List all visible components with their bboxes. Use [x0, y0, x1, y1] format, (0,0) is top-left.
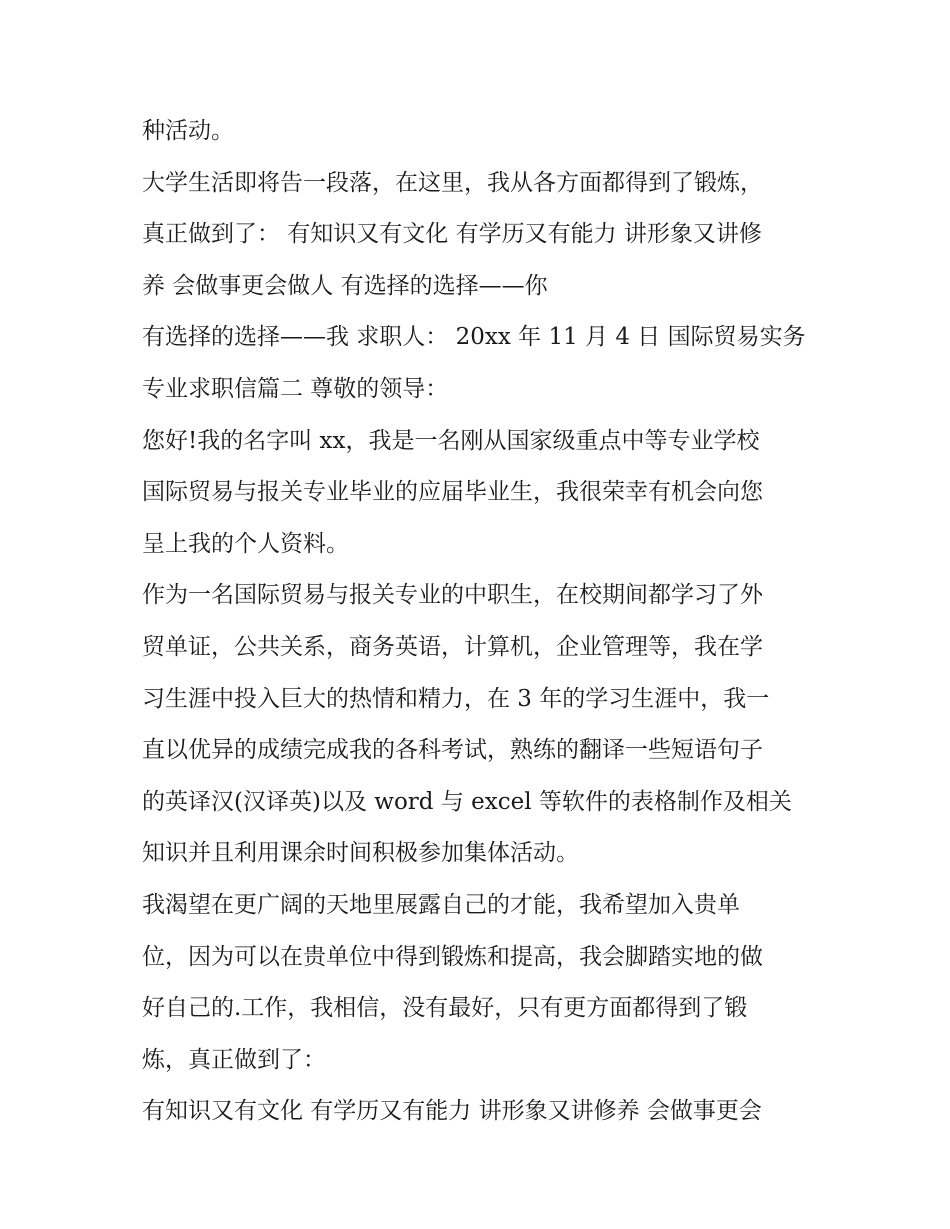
text-line: 养 会做事更会做人 有选择的选择——你: [142, 272, 548, 299]
text-line: 好自己的.工作，我相信，没有最好，只有更方面都得到了锻: [142, 995, 748, 1022]
text-line: 直以优异的成绩完成我的各科考试，熟练的翻译一些短语句子: [142, 737, 763, 764]
text-line: 您好!我的名字叫 xx，我是一名刚从国家级重点中等专业学校: [142, 427, 760, 454]
text-line: 种活动。: [142, 118, 234, 144]
text-line: 国际贸易与报关专业毕业的应届毕业生，我很荣幸有机会向您: [142, 479, 763, 506]
text-line: 贸单证，公共关系，商务英语，计算机，企业管理等，我在学: [142, 633, 763, 660]
document-body: [142, 106, 822, 1138]
text-line: 炼，真正做到了：: [142, 1046, 326, 1073]
text-line: 大学生活即将告一段落，在这里，我从各方面都得到了锻炼，: [142, 169, 763, 196]
text-line: 真正做到了： 有知识又有文化 有学历又有能力 讲形象又讲修: [142, 221, 762, 248]
text-line: 有知识又有文化 有学历又有能力 讲形象又讲修养 会做事更会: [142, 1098, 762, 1125]
text-line: 有选择的选择——我 求职人： 20xx 年 11 月 4 日 国际贸易实务: [142, 324, 806, 351]
text-line: 习生涯中投入巨大的热情和精力，在 3 年的学习生涯中，我一: [142, 685, 770, 712]
text-line: 作为一名国际贸易与报关专业的中职生，在校期间都学习了外: [142, 582, 763, 609]
text-line: 知识并且利用课余时间积极参加集体活动。: [142, 840, 579, 867]
text-line: 专业求职信篇二 尊敬的领导：: [142, 375, 449, 402]
text-line: 位，因为可以在贵单位中得到锻炼和提高，我会脚踏实地的做: [142, 943, 763, 970]
text-line: 我渴望在更广阔的天地里展露自己的才能，我希望加入贵单: [142, 891, 740, 918]
text-line: 的英译汉(汉译英)以及 word 与 excel 等软件的表格制作及相关: [142, 788, 792, 815]
text-line: 呈上我的个人资料。: [142, 530, 349, 557]
